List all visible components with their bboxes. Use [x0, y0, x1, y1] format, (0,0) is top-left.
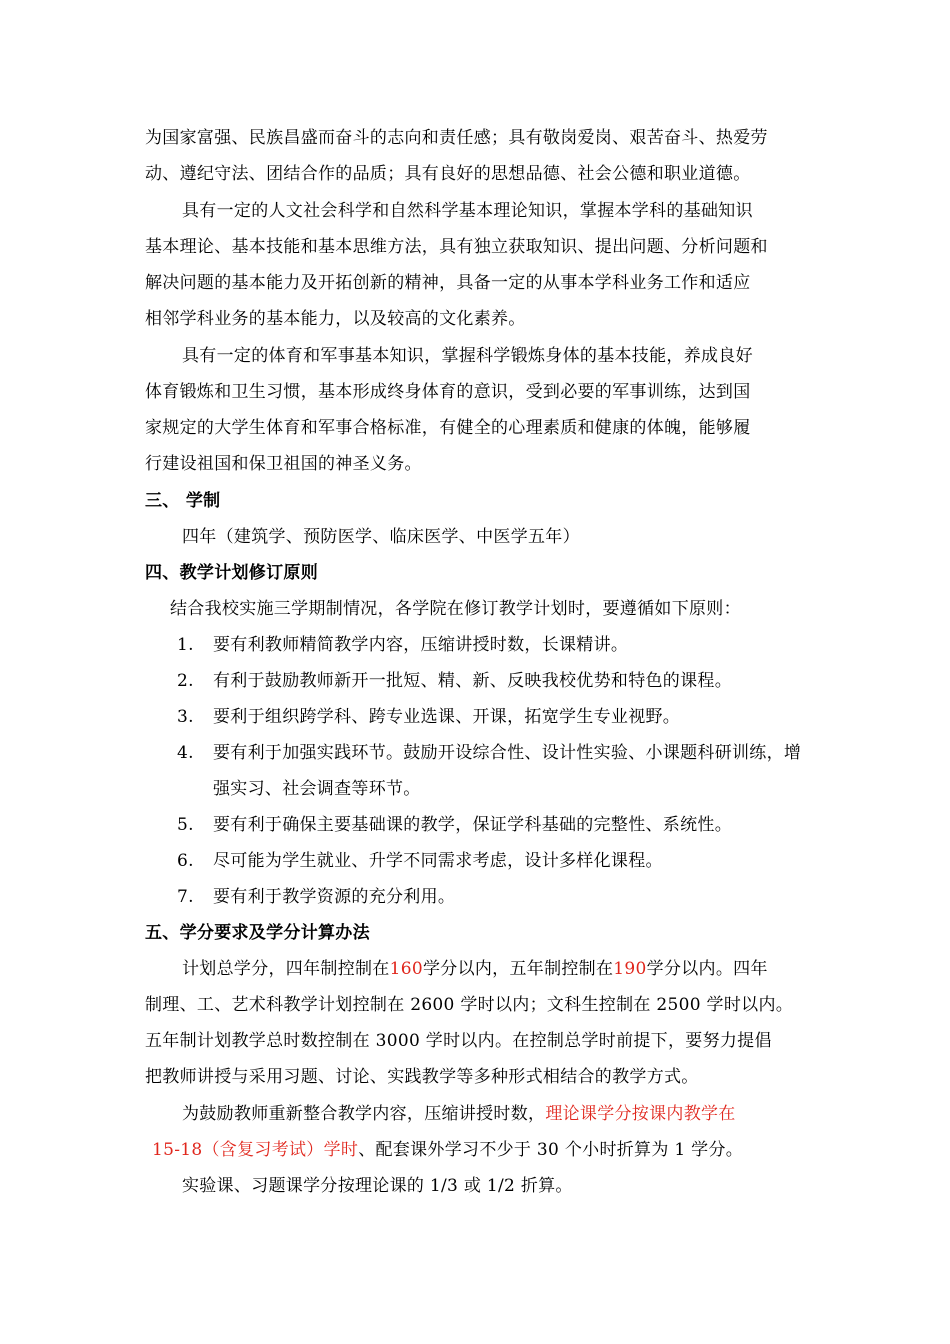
list-item-text: 要有利于教学资源的充分利用。	[213, 887, 456, 907]
p1-text-e: 学分以内。四年	[646, 959, 768, 979]
list-item-number: 4.	[177, 743, 194, 763]
para3-line1: 具有一定的体育和军事基本知识，掌握科学锻炼身体的基本技能，养成良好	[182, 346, 753, 366]
p2-text-b: 、配套课外学习不少于 30 个小时折算为 1 学分。	[358, 1140, 744, 1160]
para2-line1: 具有一定的人文社会科学和自然科学基本理论知识，掌握本学科的基础知识	[182, 201, 753, 221]
list-item-text: 有利于鼓励教师新开一批短、精、新、反映我校优势和特色的课程。	[213, 671, 732, 691]
list-item-number: 3.	[177, 707, 194, 727]
section4-intro: 结合我校实施三学期制情况，各学院在修订教学计划时，要遵循如下原则：	[170, 599, 741, 619]
section5-heading: 五、学分要求及学分计算办法	[145, 923, 370, 943]
section5-p1-line3: 五年制计划教学总时数控制在 3000 学时以内。在控制总学时前提下，要努力提倡	[145, 1031, 772, 1051]
p2-highlight-a: 理论课学分按课内教学在	[545, 1104, 736, 1124]
para1-line1: 为国家富强、民族昌盛而奋斗的志向和责任感；具有敬岗爱岗、艰苦奋斗、热爱劳	[145, 128, 768, 148]
p1-credit-four-year: 160	[389, 959, 423, 979]
section5-p3: 实验课、习题课学分按理论课的 1/3 或 1/2 折算。	[182, 1176, 573, 1196]
list-item-number: 1.	[177, 635, 194, 655]
list-item-number: 2.	[177, 671, 194, 691]
section5-p2-line2	[152, 1138, 743, 1162]
p2-highlight-b: 15-18（含复习考试）学时	[152, 1140, 359, 1160]
p1-text-a: 计划总学分，四年制控制在	[182, 959, 390, 979]
list-item-continuation: 强实习、社会调查等环节。	[213, 779, 421, 799]
para2-line4: 相邻学科业务的基本能力，以及较高的文化素养。	[145, 309, 526, 329]
list-item-text: 要有利于加强实践环节。鼓励开设综合性、设计性实验、小课题科研训练，增	[213, 743, 802, 763]
section3-text: 四年（建筑学、预防医学、临床医学、中医学五年）	[182, 527, 580, 547]
section5-p2-line1	[182, 1102, 736, 1126]
list-item-text: 要利于组织跨学科、跨专业选课、开课，拓宽学生专业视野。	[213, 707, 681, 727]
para3-line4: 行建设祖国和保卫祖国的神圣义务。	[145, 454, 422, 474]
p1-credit-five-year: 190	[613, 959, 647, 979]
list-item-text: 要有利于确保主要基础课的教学，保证学科基础的完整性、系统性。	[213, 815, 732, 835]
para2-line2: 基本理论、基本技能和基本思维方法，具有独立获取知识、提出问题、分析问题和	[145, 237, 768, 257]
para2-line3: 解决问题的基本能力及开拓创新的精神，具备一定的从事本学科业务工作和适应	[145, 273, 751, 293]
section5-p1-line1	[182, 957, 768, 981]
p1-text-c: 学分以内，五年制控制在	[422, 959, 614, 979]
p2-text-a: 为鼓励教师重新整合教学内容，压缩讲授时数，	[182, 1104, 546, 1124]
section3-heading: 三、 学制	[145, 491, 221, 511]
section5-p1-line2: 制理、工、艺术科教学计划控制在 2600 学时以内；文科生控制在 2500 学时以内。	[145, 995, 794, 1015]
para3-line3: 家规定的大学生体育和军事合格标准，有健全的心理素质和健康的体魄，能够履	[145, 418, 751, 438]
para3-line2: 体育锻炼和卫生习惯，基本形成终身体育的意识，受到必要的军事训练，达到国	[145, 382, 751, 402]
list-item-number: 7.	[177, 887, 194, 907]
section5-p1-line4: 把教师讲授与采用习题、讨论、实践教学等多种形式相结合的教学方式。	[145, 1067, 699, 1087]
section4-heading: 四、教学计划修订原则	[145, 563, 318, 583]
list-item-text: 尽可能为学生就业、升学不同需求考虑，设计多样化课程。	[213, 851, 663, 871]
list-item-number: 5.	[177, 815, 194, 835]
para1-line2: 动、遵纪守法、团结合作的品质；具有良好的思想品德、社会公德和职业道德。	[145, 164, 751, 184]
list-item-number: 6.	[177, 851, 194, 871]
list-item-text: 要有利教师精简教学内容，压缩讲授时数，长课精讲。	[213, 635, 629, 655]
